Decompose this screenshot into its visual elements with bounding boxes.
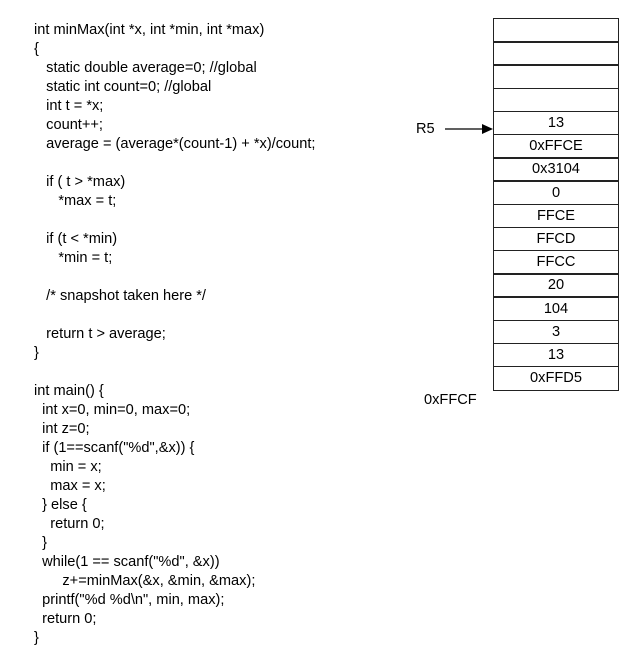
stack-cell: 0xFFD5: [493, 366, 619, 391]
code-line: /* snapshot taken here */: [34, 288, 206, 304]
code-line: while(1 == scanf("%d", &x)): [34, 554, 220, 570]
code-line: average = (average*(count-1) + *x)/count;: [34, 136, 316, 152]
stack-cell: 13: [493, 343, 619, 368]
code-line: int x=0, min=0, max=0;: [34, 402, 191, 418]
code-line: [34, 268, 316, 287]
code-line: if (1==scanf("%d",&x)) {: [34, 440, 195, 456]
code-line: {: [34, 41, 39, 57]
stack-cell: FFCE: [493, 204, 619, 229]
code-line: printf("%d %d\n", min, max);: [34, 592, 225, 608]
code-line: count++;: [34, 117, 103, 133]
bottom-address-label: 0xFFCF: [424, 392, 477, 408]
stack-cell: 3: [493, 320, 619, 345]
code-line: return 0;: [34, 611, 97, 627]
stack-cell: [493, 41, 619, 66]
code-line: int t = *x;: [34, 98, 104, 114]
stack-cell: 0xFFCE: [493, 134, 619, 159]
arrow-head: [482, 124, 493, 134]
stack-cell: 13: [493, 111, 619, 136]
stack-cell: FFCC: [493, 250, 619, 275]
code-line: z+=minMax(&x, &min, &max);: [34, 573, 256, 589]
stack-cell: 0: [493, 180, 619, 205]
stack-cell: 0x3104: [493, 157, 619, 182]
code-line: if ( t > *max): [34, 174, 126, 190]
r5-label: R5: [416, 121, 435, 137]
memory-stack: [493, 18, 619, 391]
code-line: [34, 211, 316, 230]
code-line: *max = t;: [34, 193, 117, 209]
stack-cell: 20: [493, 273, 619, 298]
stack-cell: [493, 88, 619, 113]
code-line: [34, 154, 316, 173]
code-line: int z=0;: [34, 421, 90, 437]
code-line: max = x;: [34, 478, 106, 494]
source-code: [34, 21, 316, 648]
stack-cell: [493, 64, 619, 89]
code-line: int minMax(int *x, int *min, int *max): [34, 22, 265, 38]
code-line: static double average=0; //global: [34, 60, 257, 76]
code-line: } else {: [34, 497, 87, 513]
code-line: min = x;: [34, 459, 102, 475]
code-line: return 0;: [34, 516, 105, 532]
code-line: int main() {: [34, 383, 104, 399]
code-line: [34, 363, 316, 382]
code-line: *min = t;: [34, 250, 113, 266]
code-line: if (t < *min): [34, 231, 118, 247]
r5-pointer-arrow: [444, 122, 494, 136]
stack-cell: 104: [493, 296, 619, 321]
code-line: }: [34, 535, 47, 551]
code-line: }: [34, 345, 39, 361]
stack-cell: FFCD: [493, 227, 619, 252]
code-line: [34, 306, 316, 325]
code-line: }: [34, 630, 39, 646]
code-line: static int count=0; //global: [34, 79, 212, 95]
stack-cell: [493, 18, 619, 43]
code-line: return t > average;: [34, 326, 166, 342]
